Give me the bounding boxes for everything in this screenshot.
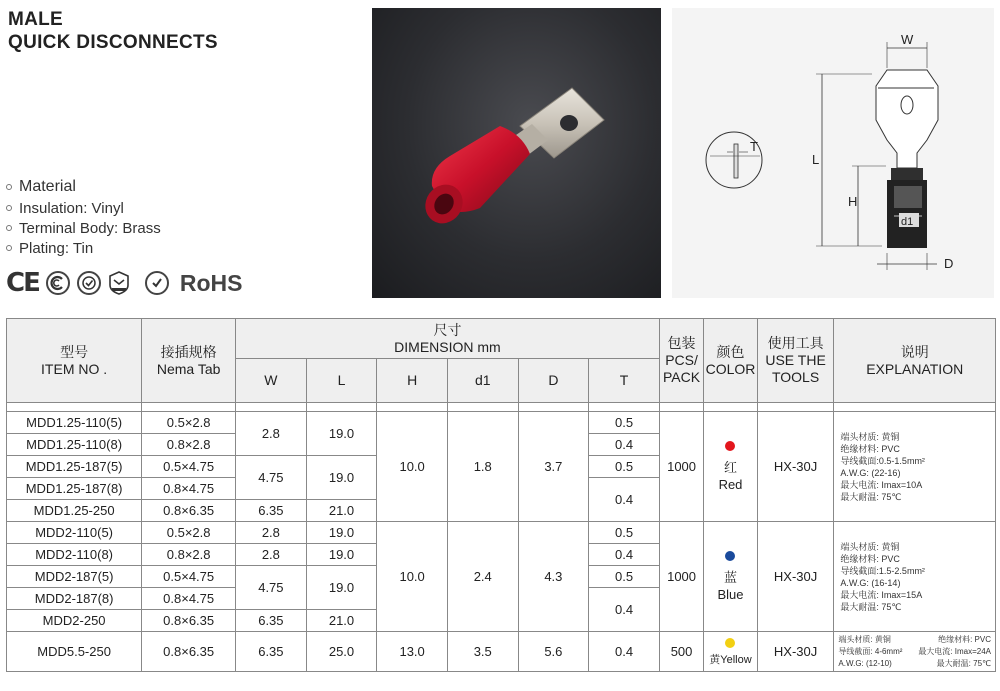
spec-list: [6, 176, 161, 258]
header-h: H: [377, 359, 448, 403]
bullet-icon: [6, 225, 12, 231]
table-row: MDD2-187(8) 0.8×4.75 0.4: [7, 588, 996, 610]
dim-label-d1: d1: [901, 216, 914, 228]
title-line-2: QUICK DISCONNECTS: [8, 32, 218, 53]
ccc-mark-icon: [46, 271, 70, 295]
spec-terminal-body: Terminal Body: Brass: [6, 218, 161, 238]
header-w: W: [236, 359, 307, 403]
bullet-icon: [6, 245, 12, 251]
table-row: MDD5.5-250 0.8×6.35 6.35 25.0 13.0 3.5 5.6 0.4 500 黄Yellow HX-30J 端头材质: 黄铜 绝缘材料: PVC 导线截面: 4-6mm² 最大电流: Imax=24A A.W.G: (12-10) 最大耐温: 75℃: [7, 632, 996, 672]
spec-insulation: Insulation: Vinyl: [6, 198, 161, 218]
red-dot-icon: [725, 441, 735, 451]
color-blue: 蓝 Blue: [704, 522, 757, 632]
ukas-mark-icon: [108, 270, 130, 296]
table-row: MDD1.25-110(5) 0.5×2.8 2.8 19.0 10.0 1.8 3.7 0.5 1000 红 Red HX-30J 端头材质: 黄铜 绝缘材料: PVC 导线截面:0.5-1.5mm² A.W.G: (22-16) 最大电流: Imax=10A 最大耐温: 75℃: [7, 412, 996, 434]
header-d1: d1: [447, 359, 518, 403]
color-yellow: 黄Yellow: [704, 632, 757, 672]
bullet-icon: [6, 184, 12, 190]
title-line-1: MALE: [8, 9, 64, 30]
product-photo: [372, 8, 661, 298]
table-row: MDD1.25-110(8) 0.8×2.8 0.4: [7, 434, 996, 456]
certification-logos: [6, 268, 242, 298]
technical-drawing: [672, 8, 994, 298]
blue-dot-icon: [725, 551, 735, 561]
header-tools: 使用工具 USE THE TOOLS: [757, 319, 834, 403]
sgs-mark-icon: [145, 271, 169, 295]
header-dimension: 尺寸 DIMENSION mm: [236, 319, 660, 359]
explanation-group2: 端头材质: 黄铜 绝缘材料: PVC 导线截面:1.5-2.5mm² A.W.G: (16-14) 最大电流: Imax=15A 最大耐温: 75℃: [834, 522, 996, 632]
header-t: T: [589, 359, 660, 403]
explanation-group1: 端头材质: 黄铜 绝缘材料: PVC 导线截面:0.5-1.5mm² A.W.G: (22-16) 最大电流: Imax=10A 最大耐温: 75℃: [834, 412, 996, 522]
dim-label-h: H: [848, 194, 858, 209]
dim-label-d: D: [944, 256, 954, 271]
header-nema-tab: 接插规格 Nema Tab: [142, 319, 236, 403]
spec-table: [6, 318, 996, 672]
header-explanation: 说明 EXPLANATION: [834, 319, 996, 403]
table-row: MDD2-110(8) 0.8×2.8 2.8 19.0 0.4: [7, 544, 996, 566]
spec-plating: Plating: Tin: [6, 238, 161, 258]
header-color: 颜色 COLOR: [704, 319, 757, 403]
spec-material: Material: [6, 176, 161, 198]
table-row: MDD1.25-187(8) 0.8×4.75 0.4: [7, 478, 996, 500]
header-l: L: [306, 359, 377, 403]
ce-mark-icon: CE: [6, 268, 39, 298]
table-row: MDD1.25-187(5) 0.5×4.75 4.75 19.0 0.5: [7, 456, 996, 478]
dim-label-w: W: [901, 32, 914, 47]
yellow-dot-icon: [725, 638, 735, 648]
table-row: MDD2-250 0.8×6.35 6.35 21.0: [7, 610, 996, 632]
table-row: MDD2-110(5) 0.5×2.8 2.8 19.0 10.0 2.4 4.3 0.5 1000 蓝 Blue HX-30J 端头材质: 黄铜 绝缘材料: PVC 导线截面:1.5-2.5mm² A.W.G: (16-14) 最大电流: Imax=15A 最大耐温: 75℃: [7, 522, 996, 544]
header-model: 型号 ITEM NO .: [7, 319, 142, 403]
header-d: D: [518, 359, 589, 403]
terminal-illustration: [418, 88, 604, 231]
page-title: [8, 8, 218, 54]
iso-mark-icon: [77, 271, 101, 295]
bullet-icon: [6, 205, 12, 211]
table-row: MDD1.25-250 0.8×6.35 6.35 21.0: [7, 500, 996, 522]
rohs-mark: RoHS: [179, 269, 243, 296]
explanation-group3: 端头材质: 黄铜 绝缘材料: PVC 导线截面: 4-6mm² 最大电流: Imax=24A A.W.G: (12-10) 最大耐温: 75℃: [834, 632, 996, 672]
header-pack: 包装 PCS/ PACK: [659, 319, 703, 403]
dim-label-t: T: [750, 139, 758, 154]
color-red: 红 Red: [704, 412, 757, 522]
dim-label-l: L: [812, 152, 820, 167]
table-row: MDD2-187(5) 0.5×4.75 4.75 19.0 0.5: [7, 566, 996, 588]
